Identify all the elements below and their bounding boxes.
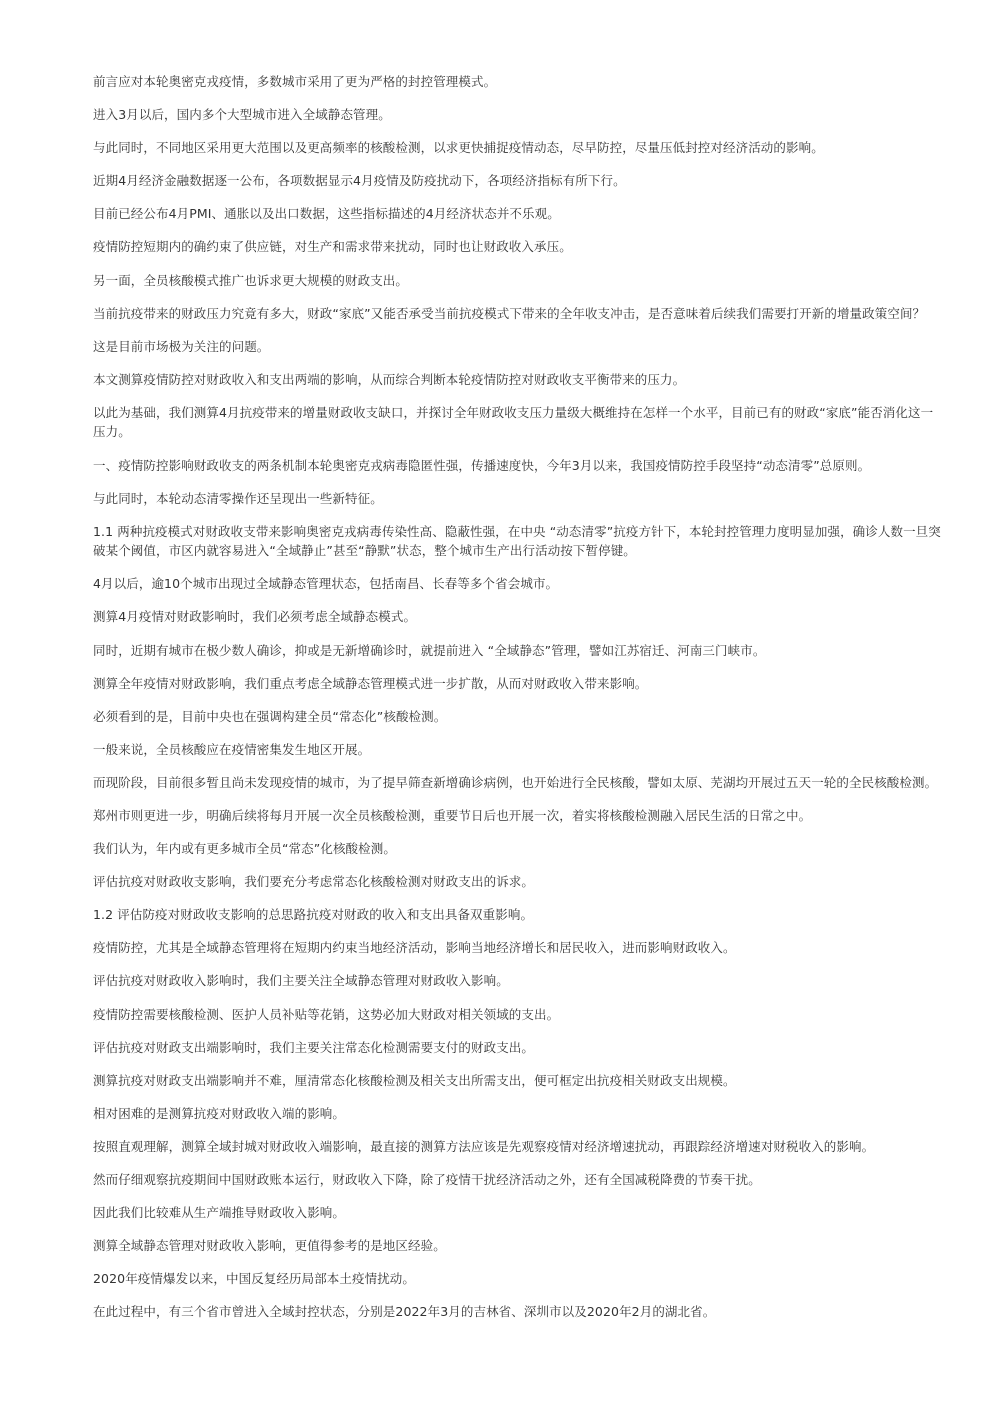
paragraph: 评估抗疫对财政支出端影响时，我们主要关注常态化检测需要支付的财政支出。: [93, 1039, 535, 1055]
paragraph: 因此我们比较难从生产端推导财政收入影响。: [93, 1205, 346, 1221]
paragraph: 疫情防控需要核酸检测、医护人员补贴等花销，这势必加大财政对相关领域的支出。: [93, 1006, 560, 1022]
paragraph: 以此为基础，我们测算4月抗疫带来的增量财政收支缺口，并探讨全年财政收支压力量级大概维持在怎样一个水平，目前已有的财政“家底”能否消化这一压力。: [93, 404, 934, 440]
paragraph: 测算4月疫情对财政影响时，我们必须考虑全域静态模式。: [93, 609, 417, 625]
paragraph: 疫情防控短期内的确约束了供应链，对生产和需求带来扰动，同时也让财政收入承压。: [93, 239, 572, 255]
paragraph: 2020年疫情爆发以来，中国反复经历局部本土疫情扰动。: [93, 1271, 416, 1287]
paragraph: 当前抗疫带来的财政压力究竟有多大，财政“家底”又能否承受当前抗疫模式下带来的全年收支冲击，是否意味着后续我们需要打开新的增量政策空间？: [93, 305, 926, 321]
paragraph: 相对困难的是测算抗疫对财政收入端的影响。: [93, 1105, 346, 1121]
paragraph: 与此同时，不同地区采用更大范围以及更高频率的核酸检测，以求更快捕捉疫情动态，尽早防控，尽量压低封控对经济活动的影响。: [93, 140, 824, 156]
paragraph: 郑州市则更进一步，明确后续将每月开展一次全员核酸检测，重要节日后也开展一次，着实将核酸检测融入居民生活的日常之中。: [93, 807, 812, 823]
paragraph: 而现阶段，目前很多暂且尚未发现疫情的城市，为了提早筛查新增确诊病例，也开始进行全民核酸，譬如太原、芜湖均开展过五天一轮的全民核酸检测。: [93, 774, 938, 790]
article-body: [93, 72, 945, 1335]
paragraph: 必须看到的是，目前中央也在强调构建全员“常态化”核酸检测。: [93, 708, 447, 724]
paragraph: 4月以后，逾10个城市出现过全域静态管理状态，包括南昌、长春等多个省会城市。: [93, 576, 559, 592]
paragraph: 疫情防控，尤其是全域静态管理将在短期内约束当地经济活动，影响当地经济增长和居民收入，进而影响财政收入。: [93, 940, 736, 956]
paragraph: 然而仔细观察抗疫期间中国财政账本运行，财政收入下降，除了疫情干扰经济活动之外，还有全国减税降费的节奏干扰。: [93, 1172, 761, 1187]
paragraph: 进入3月以后，国内多个大型城市进入全域静态管理。: [93, 107, 391, 123]
paragraph: 测算全年疫情对财政影响，我们重点考虑全域静态管理模式进一步扩散，从而对财政收入带来影响。: [93, 675, 648, 691]
paragraph: 我们认为，年内或有更多城市全员“常态”化核酸检测。: [93, 841, 396, 857]
subsection-heading-paragraph: 1.1 两种抗疫模式对财政收支带来影响奥密克戎病毒传染性高、隐蔽性强，在中央 “动态清零”抗疫方针下，本轮封控管理力度明显加强，确诊人数一旦突破某个阈值，市区内就容易进入“全域静止”甚至“静默”状态，整个城市生产出行活动按下暂停键。: [93, 523, 941, 559]
paragraph: 同时，近期有城市在极少数人确诊，抑或是无新增确诊时，就提前进入 “全域静态”管理，譬如江苏宿迁、河南三门峡市。: [93, 642, 766, 658]
paragraph: 前言应对本轮奥密克戎疫情，多数城市采用了更为严格的封控管理模式。: [93, 74, 497, 89]
paragraph: 按照直观理解，测算全域封城对财政收入端影响，最直接的测算方法应该是先观察疫情对经济增速扰动，再跟踪经济增速对财税收入的影响。: [93, 1138, 875, 1154]
subsection-heading-paragraph: 1.2 评估防疫对财政收支影响的总思路抗疫对财政的收入和支出具备双重影响。: [93, 907, 534, 923]
section-heading-paragraph: 一、疫情防控影响财政收支的两条机制本轮奥密克戎病毒隐匿性强，传播速度快，今年3月以来，我国疫情防控手段坚持“动态清零”总原则。: [93, 457, 871, 473]
paragraph: 评估抗疫对财政收入影响时，我们主要关注全域静态管理对财政收入影响。: [93, 973, 509, 989]
paragraph: 在此过程中，有三个省市曾进入全域封控状态，分别是2022年3月的吉林省、深圳市以及2020年2月的湖北省。: [93, 1304, 716, 1320]
paragraph: 近期4月经济金融数据逐一公布，各项数据显示4月疫情及防疫扰动下，各项经济指标有所下行。: [93, 173, 626, 189]
paragraph: 本文测算疫情防控对财政收入和支出两端的影响，从而综合判断本轮疫情防控对财政收支平衡带来的压力。: [93, 371, 686, 387]
paragraph: 评估抗疫对财政收支影响，我们要充分考虑常态化核酸检测对财政支出的诉求。: [93, 874, 535, 890]
paragraph: 测算全域静态管理对财政收入影响，更值得参考的是地区经验。: [93, 1238, 446, 1254]
paragraph: 与此同时，本轮动态清零操作还呈现出一些新特征。: [93, 490, 383, 506]
paragraph: 这是目前市场极为关注的问题。: [93, 338, 270, 354]
paragraph: 测算抗疫对财政支出端影响并不难，厘清常态化核酸检测及相关支出所需支出，便可框定出抗疫相关财政支出规模。: [93, 1072, 736, 1088]
paragraph: 目前已经公布4月PMI、通胀以及出口数据，这些指标描述的4月经济状态并不乐观。: [93, 206, 560, 222]
paragraph: 另一面，全员核酸模式推广也诉求更大规模的财政支出。: [93, 272, 409, 288]
paragraph: 一般来说，全员核酸应在疫情密集发生地区开展。: [93, 741, 371, 757]
